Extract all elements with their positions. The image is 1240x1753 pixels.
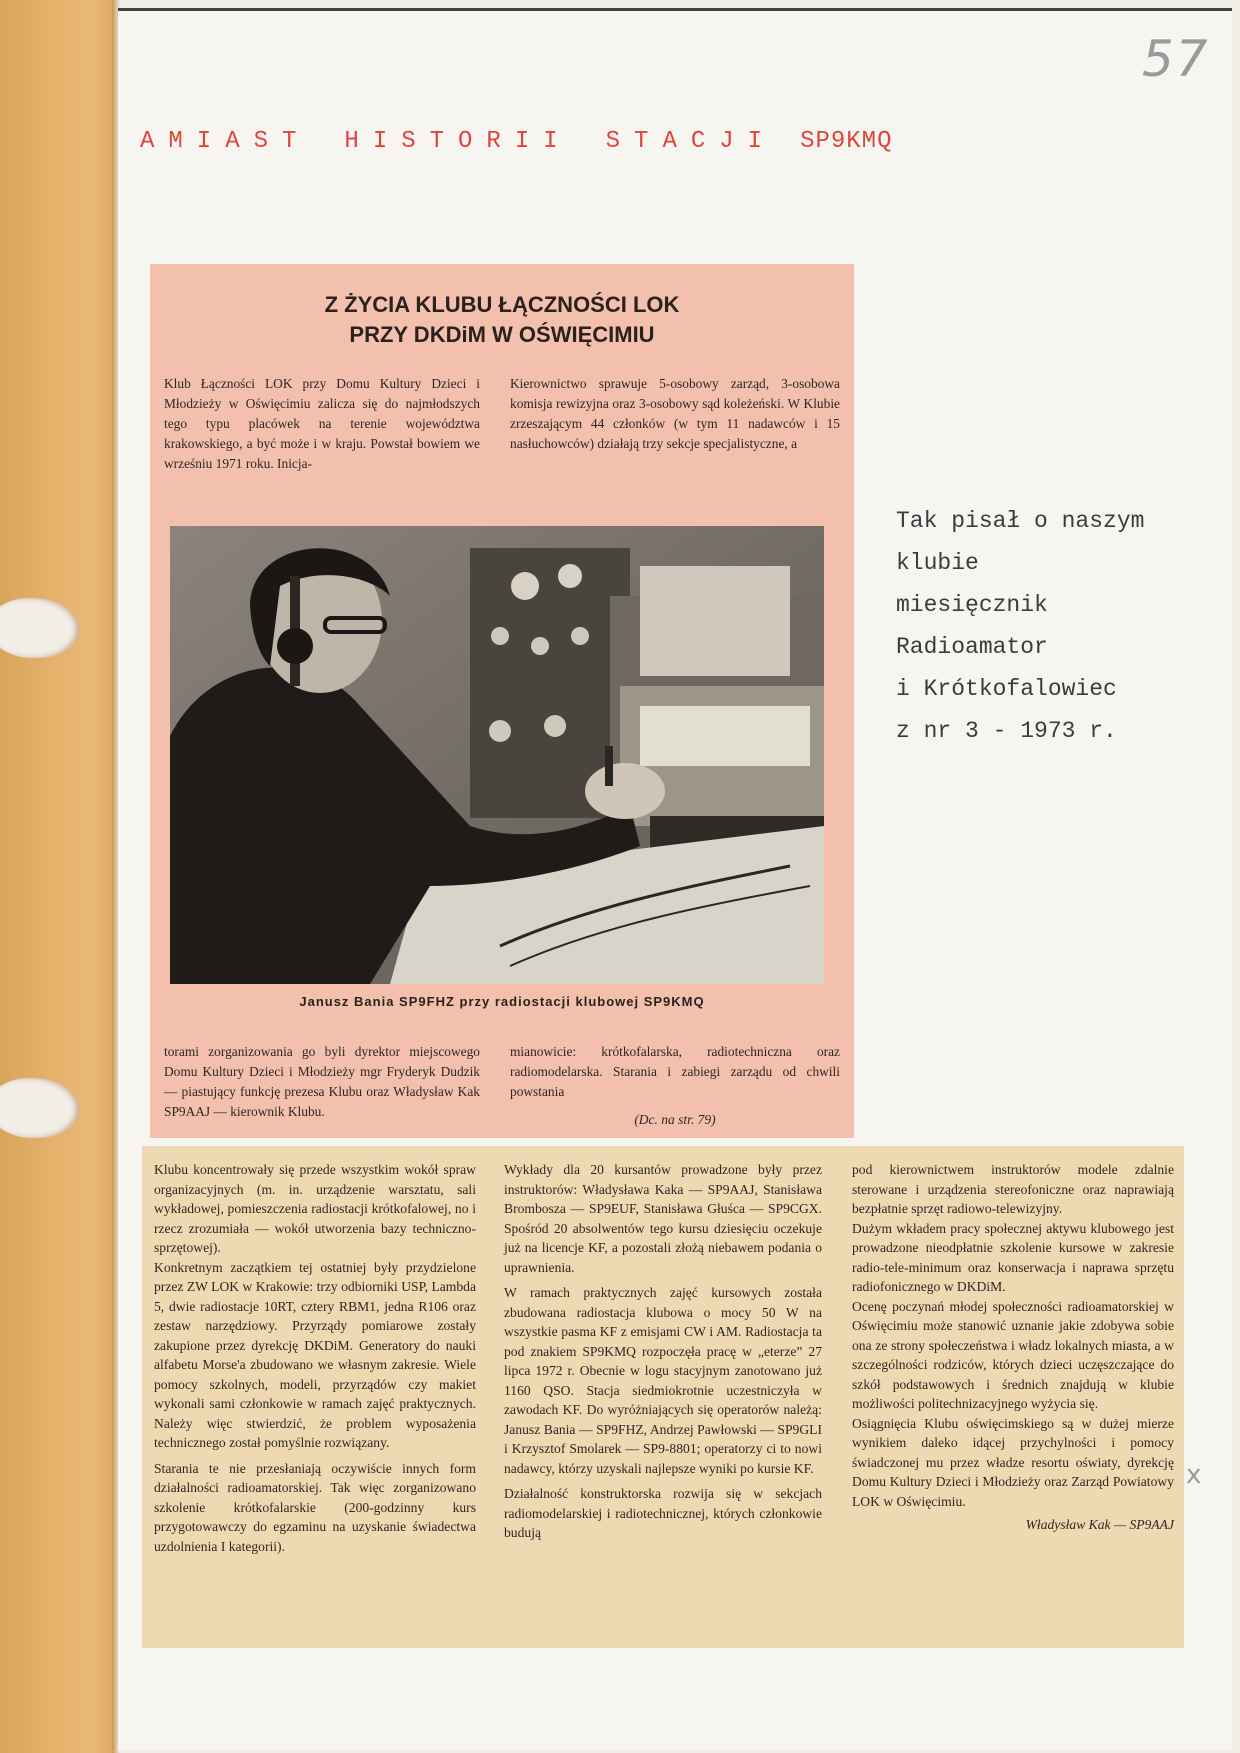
article-column-b <box>504 1160 822 1543</box>
note-line-1: Tak pisał o naszym <box>896 508 1145 534</box>
continuation-reference: (Dc. na str. 79) <box>634 1112 716 1127</box>
article-column-4 <box>510 1042 840 1102</box>
margin-mark: x <box>1186 1460 1202 1490</box>
binding-hole-top <box>0 598 80 658</box>
article-paragraph: Klubu koncentrowały się przede wszystkim wokół spraw organizacyjnych (m. in. urządzenie warsztatu, sali wykładowej, pomieszczenia radiostacji krótkofalowej, no i rzecz zrozumiała — wokół utworzenia bazy techniczno-sprzętowej). <box>154 1162 476 1255</box>
photo-illustration <box>170 526 824 984</box>
article-paragraph: Ocenę poczynań młodej społeczności radioamatorskiej w Oświęcimiu może stanowić uznanie jakie zdobywa sobie ona ze strony społeczeństwa i władz lokalnych miasta, a w szczególności rodziców, których dzieci uczęszczające do szkół podstawowych i średnich znajdują w klubie możliwości politechnizacyjnego wyżycia się. <box>852 1298 1174 1411</box>
heading-word-4: SP9KMQ <box>800 128 893 155</box>
typewritten-note <box>896 500 1226 752</box>
article-paragraph: Starania te nie przesłaniają oczywiście innych form działalności radioamatorskiej. Tak więc zorganizowano szkolenie krótkofalarskie (200-godzinny kurs przygotowawczy do egzaminu na uzyskanie świadectwa uzdolnienia I kategorii). <box>154 1460 476 1554</box>
article-column-2 <box>510 374 840 454</box>
note-line-4: Radioamator <box>896 634 1048 660</box>
article-paragraph: Osiągnięcia Klubu oświęcimskiego są w dużej mierze wynikiem daleko idącej przychylności i pomocy świadczonej mu przez władze resortu oświaty, dyrekcję Domu Kultury Dzieci i Młodzieży oraz Zarząd Powiatowy LOK w Oświęcimiu. <box>852 1415 1174 1509</box>
heading-word-2: HISTORII <box>344 128 572 155</box>
article-title <box>150 290 854 350</box>
article-paragraph: Klub Łączności LOK przy Domu Kultury Dzieci i Młodzieży w Oświęcimiu zalicza się do najmłodszych tego typu placówek na terenie województwa krakowskiego, a być może i w kraju. Powstał bowiem we wrześniu 1971 roku. Inicja- <box>164 376 480 471</box>
article-title-line-2: PRZY DKDiM W OŚWIĘCIMIU <box>349 322 655 347</box>
photo-radio-operator <box>170 526 824 984</box>
page-heading <box>140 128 1040 155</box>
article-paragraph: mianowicie: krótkofalarska, radiotechniczna oraz radiomodelarska. Starania i zabiegi zarządu od chwili powstania <box>510 1044 840 1099</box>
article-column-3 <box>164 1042 480 1122</box>
article-clipping-top <box>150 264 854 1138</box>
note-line-3: miesięcznik <box>896 592 1048 618</box>
binding-hole-bottom <box>0 1078 80 1138</box>
article-paragraph: Działalność konstruktorska rozwija się w sekcjach radiomodelarskiej i radiotechnicznej, których członkowie budują <box>504 1486 822 1540</box>
page-number: 57 <box>1142 30 1210 88</box>
binding-strip <box>0 0 118 1753</box>
photo-caption: Janusz Bania SP9FHZ przy radiostacji klubowej SP9KMQ <box>299 994 705 1009</box>
article-paragraph: Wykłady dla 20 kursantów prowadzone były przez instruktorów: Władysława Kaka — SP9AAJ, Stanisława Bromboszа — SP9EUF, Stanisława Głuśca — SP9CGX. Spośród 20 absolwentów tego kursu dziesięciu oczekuje już na licencje KF, a pozostali złożą niebawem podania o uprawnienia. <box>504 1162 822 1275</box>
article-column-1 <box>164 374 480 474</box>
article-clipping-bottom <box>142 1146 1184 1648</box>
heading-word-3: STACJI <box>605 128 777 155</box>
article-paragraph: Dużym wkładem pracy społecznej aktywu klubowego jest prowadzone nieodpłatnie szkolenie kursowe w zakresie radio-tele-minimum oraz konserwacja i naprawa sprzętu radiofonicznego w DKDiM. <box>852 1220 1174 1294</box>
article-paragraph: Kierownictwo sprawuje 5-osobowy zarząd, 3-osobowa komisja rewizyjna oraz 3-osobowy sąd koleżeński. W Klubie zrzeszającym 44 członków (w tym 11 nadawców i 15 nasłuchowców) działają trzy sekcje specjalistyczne, a <box>510 376 840 451</box>
article-paragraph: pod kierownictwem instruktorów modele zdalnie sterowane i urządzenia stereofoniczne oraz naprawiają bezpłatnie sprzęt radiowo-telewizyjny. <box>852 1162 1174 1216</box>
note-line-6: z nr 3 - 1973 r. <box>896 718 1117 744</box>
heading-word-1: AMIAST <box>140 128 311 155</box>
article-column-c <box>852 1160 1174 1535</box>
note-line-2: klubie <box>896 550 979 576</box>
article-column-a <box>154 1160 476 1556</box>
note-line-5: i Krótkofalowiec <box>896 676 1117 702</box>
article-title-line-1: Z ŻYCIA KLUBU ŁĄCZNOŚCI LOK <box>324 292 680 317</box>
article-paragraph: Konkretnym zaczątkiem tej ostatniej były przydzielone przez ZW LOK w Krakowie: trzy odbiorniki USP, Lambda 5, dwie radiostacje 10RT, cztery RBM1, jedna R106 oraz zestaw narzędziowy. Przyrządy pomiarowe zostały zakupione przez dyrekcję DKDiM. Generatory do nauki alfabetu Morse'a zbudowano we własnym zakresie. Wiele pomocy szkolnych, modeli, przyrządów czy makiet wykonali sami członkowie w ramach zajęć praktycznych. Należy więc stwierdzić, że problem wyposażenia technicznego został pomyślnie rozwiązany. <box>154 1259 476 1450</box>
article-paragraph: torami zorganizowania go byli dyrektor miejscowego Domu Kultury Dzieci i Młodzieży mgr Fryderyk Dudzik — piastujący funkcję prezesa Klubu oraz Władysław Kak SP9AAJ — kierownik Klubu. <box>164 1044 480 1119</box>
article-paragraph: W ramach praktycznych zajęć kursowych została zbudowana radiostacja klubowa o mocy 50 W na wszystkie pasma KF z emisjami CW i AM. Radiostacja ta pod znakiem SP9KMQ rozpoczęła pracę w „eterze” 27 lipca 1972 r. Obecnie w logu stacyjnym zanotowano już 1160 QSO. Stacja siedmiokrotnie uczestniczyła w zawodach KF. Do wyróżniających się operatorów należą: Janusz Bania — SP9FHZ, Andrzej Pawłowski — SP9GLI i Krzysztof Smolarek — SP9-8801; operatorzy ci to nowi nadawcy, którzy uzyskali najlepsze wyniki po kursie KF. <box>504 1285 822 1476</box>
author-signature: Władysław Kak — SP9AAJ <box>1025 1517 1174 1532</box>
